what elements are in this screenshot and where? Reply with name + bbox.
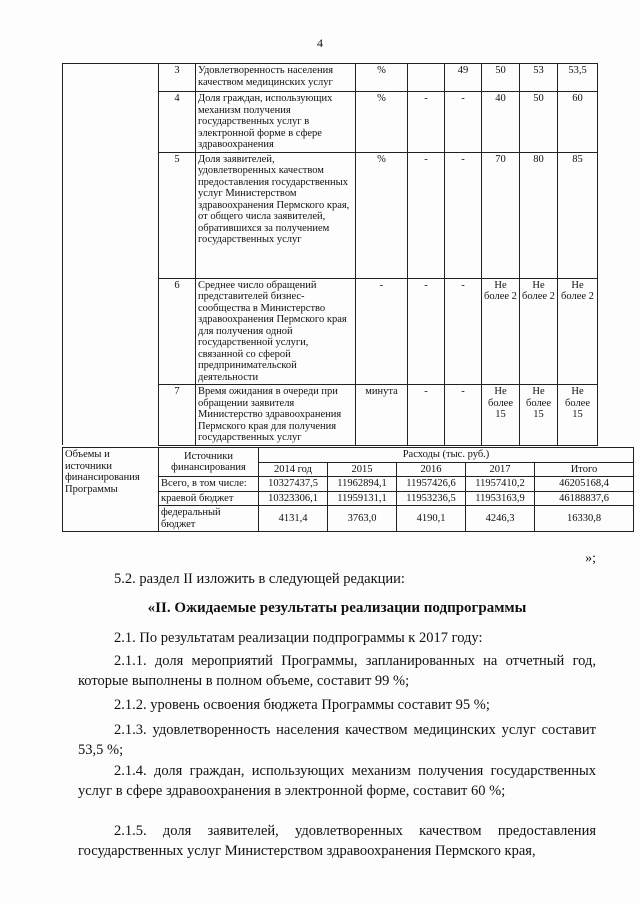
empty-cell [63,385,159,446]
indicator-value: Не более 15 [558,385,598,446]
indicator-value: 50 [482,64,520,92]
indicator-value: - [408,278,445,385]
indicator-unit: % [356,92,408,153]
paragraph-2-1-5: 2.1.5. доля заявителей, удовлетворенных качеством предоставления государственных услуг Министерством здравоохранения Пермского края, [78,823,596,859]
expenses-header: Расходы (тыс. руб.) [259,448,634,463]
finance-value: 46188837,6 [535,491,634,506]
indicator-value: - [445,278,482,385]
indicator-value: 53 [520,64,558,92]
year-header: 2016 [397,462,466,477]
finance-value: 4246,3 [466,506,535,532]
finance-row-name: федеральный бюджет [159,506,259,532]
indicator-value: - [408,152,445,278]
finance-value: 46205168,4 [535,477,634,492]
page-number: 4 [317,36,323,50]
paragraph-2-1-4: 2.1.4. доля граждан, использующих механизм получения государственных услуг в сфере здравоохранения в электронной форме, составит 60 %; [78,763,596,799]
sources-header: Источники финансирования [159,448,259,477]
finance-row-name: Всего, в том числе: [159,477,259,492]
indicators-table [62,63,598,446]
indicator-value: Не более 15 [482,385,520,446]
paragraph-2-1-1: 2.1.1. доля мероприятий Программы, запланированных на отчетный год, которые выполнены в полном объеме, составит 99 %; [78,653,596,689]
empty-cell [63,92,159,153]
empty-cell [63,278,159,385]
empty-cell [63,64,159,92]
finance-value: 10327437,5 [259,477,328,492]
indicator-name: Доля заявителей, удовлетворенных качеством предоставления государственных услуг Министерством здравоохранения Пермского края, от общего числа заявителей, обратившихся за получением государственных услуг [196,152,356,278]
finance-value: 11953163,9 [466,491,535,506]
indicator-value: Не более 2 [558,278,598,385]
finance-value: 3763,0 [328,506,397,532]
paragraph-2-1: 2.1. По результатам реализации подпрограммы к 2017 году: [114,630,483,646]
indicator-number: 5 [159,152,196,278]
paragraph-2-1-3: 2.1.3. удовлетворенность населения качеством медицинских услуг составит 53,5 %; [78,722,596,758]
indicator-value: 49 [445,64,482,92]
finance-row-name: краевой бюджет [159,491,259,506]
finance-value: 11962894,1 [328,477,397,492]
table-row [63,278,598,385]
indicator-value: 60 [558,92,598,153]
indicator-name: Удовлетворенность населения качеством медицинских услуг [196,64,356,92]
indicator-unit: % [356,64,408,92]
indicator-number: 4 [159,92,196,153]
finance-label: Объемы и источники финансирования Программы [63,448,159,532]
table-row [63,64,598,92]
indicator-value: Не более 2 [482,278,520,385]
finance-value: 11959131,1 [328,491,397,506]
indicator-value: Не более 15 [520,385,558,446]
finance-value: 11957410,2 [466,477,535,492]
indicator-unit: минута [356,385,408,446]
finance-value: 10323306,1 [259,491,328,506]
year-header: 2017 [466,462,535,477]
indicator-name: Время ожидания в очереди при обращении заявителя Министерство здравоохранения Пермского края для получения государственных услуг [196,385,356,446]
paragraph-2-1-2: 2.1.2. уровень освоения бюджета Программы составит 95 %; [114,697,490,713]
finance-value: 4131,4 [259,506,328,532]
table-row [63,92,598,153]
indicator-name: Среднее число обращений представителей бизнес-сообщества в Министерство здравоохранения Пермского края для получения одной государственной услуги, связанной со сферой предпринимательской деятельности [196,278,356,385]
indicator-name: Доля граждан, использующих механизм получения государственных услуг в электронной форме в сфере здравоохранения [196,92,356,153]
indicator-value: 40 [482,92,520,153]
empty-cell [63,152,159,278]
indicator-value [408,64,445,92]
finance-table [62,447,634,532]
indicator-number: 7 [159,385,196,446]
section-heading: «II. Ожидаемые результаты реализации подпрограммы [147,600,527,616]
indicator-number: 6 [159,278,196,385]
indicator-value: - [408,385,445,446]
finance-value: 4190,1 [397,506,466,532]
indicator-number: 3 [159,64,196,92]
finance-value: 16330,8 [535,506,634,532]
indicator-value: - [445,152,482,278]
indicator-value: - [408,92,445,153]
indicator-value: Не более 2 [520,278,558,385]
indicator-value: 70 [482,152,520,278]
year-header: 2015 [328,462,397,477]
section-5-2: 5.2. раздел II изложить в следующей редакции: [114,571,405,587]
table-row [63,385,598,446]
indicator-value: 80 [520,152,558,278]
table-row [63,152,598,278]
finance-value: 11953236,5 [397,491,466,506]
indicator-unit: % [356,152,408,278]
finance-value: 11957426,6 [397,477,466,492]
total-header: Итого [535,462,634,477]
indicator-value: - [445,385,482,446]
indicator-value: 50 [520,92,558,153]
indicator-value: 53,5 [558,64,598,92]
closing-quote: »; [585,551,596,566]
indicator-value: 85 [558,152,598,278]
indicator-unit: - [356,278,408,385]
indicator-value: - [445,92,482,153]
year-header: 2014 год [259,462,328,477]
